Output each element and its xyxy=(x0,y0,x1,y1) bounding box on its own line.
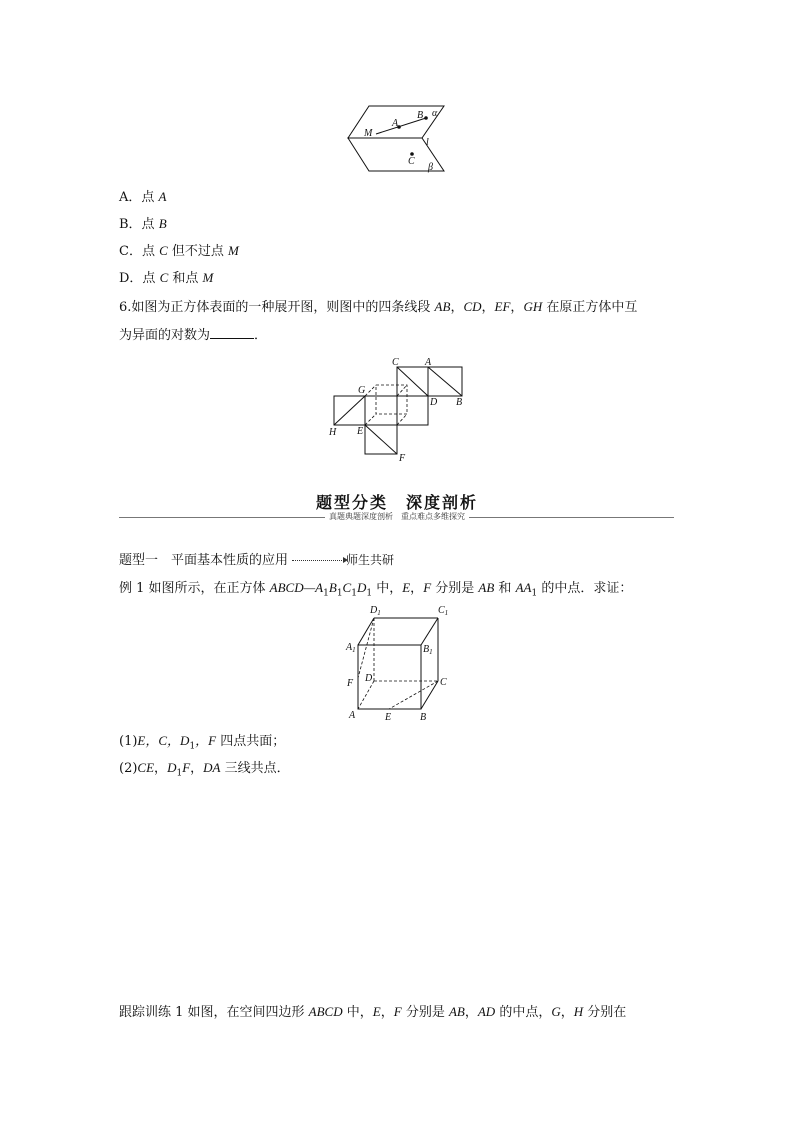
net-label-A: A xyxy=(425,357,432,368)
label-M: M xyxy=(364,128,373,139)
proof-item-1: (1)E，C，$D_1$，F 四点共面； xyxy=(119,733,286,752)
cube-label-E: E xyxy=(385,712,392,723)
arrow-icon xyxy=(292,560,344,562)
proof-item-2: (2)CE，$D_1F$，DA 三线共点． xyxy=(119,760,290,779)
question6-line1: 6.如图为正方体表面的一种展开图，则图中的四条线段 AB，CD，EF，GH 在原正方体中互 xyxy=(119,299,638,315)
segment-CE xyxy=(389,681,438,709)
net-label-B: B xyxy=(456,397,463,408)
section-title: 题型分类 深度剖析 xyxy=(315,493,478,512)
label-l: l xyxy=(426,137,429,148)
cube-label-A1: $A_1$ xyxy=(346,642,356,654)
section-subtitle: 真题典题深度剖析 重点难点多维探究 xyxy=(0,511,794,522)
option-b: B．点 B xyxy=(119,216,167,232)
segment-GH xyxy=(334,396,365,425)
topic1-heading: 题型一 平面基本性质的应用 师生共研 xyxy=(119,553,395,568)
cube-label-B1: $B_1$ xyxy=(423,644,433,656)
net-label-C: C xyxy=(392,357,399,368)
label-beta: β xyxy=(428,162,433,173)
option-d: D．点 C 和点 M xyxy=(119,270,214,286)
cube-net-figure xyxy=(326,355,474,465)
cube-label-A: A xyxy=(349,710,356,721)
net-label-G: G xyxy=(358,385,366,396)
option-a: A．点 A xyxy=(119,189,167,205)
cube-figure xyxy=(343,603,455,725)
option-c: C．点 C 但不过点 M xyxy=(119,243,239,259)
segment-CD xyxy=(397,367,428,396)
cube-label-C: C xyxy=(440,677,447,688)
cube-label-C1: $C_1$ xyxy=(438,605,449,617)
segment-EF xyxy=(365,425,397,454)
label-B: B xyxy=(417,110,424,121)
question6-line2: 为异面的对数为 ． xyxy=(119,328,268,343)
tracking1-text: 跟踪训练 1 如图，在空间四边形 ABCD 中，E，F 分别是 AB，AD 的中点，G，H 分别在 xyxy=(119,1004,627,1020)
point-B xyxy=(424,116,428,120)
segment-D1F xyxy=(358,618,374,678)
cube-label-D1: $D_1$ xyxy=(370,605,381,617)
cube-label-D: D xyxy=(365,673,373,684)
label-C: C xyxy=(408,156,415,167)
net-label-E: E xyxy=(357,426,364,437)
cube-label-F: F xyxy=(347,678,354,689)
answer-blank[interactable] xyxy=(210,326,254,339)
planes-figure xyxy=(340,100,460,178)
net-label-D: D xyxy=(430,397,438,408)
segment-AB xyxy=(428,367,462,396)
example1-text: 例 1 如图所示，在正方体 $ABCD—A_1B_1C_1D_1$ 中，E，F 分别是 AB 和 $AA_1$ 的中点．求证： xyxy=(119,580,633,599)
net-label-H: H xyxy=(329,427,337,438)
label-alpha: α xyxy=(432,108,438,119)
label-A: A xyxy=(392,118,399,129)
net-label-F: F xyxy=(399,453,406,464)
cube-label-B: B xyxy=(420,712,427,723)
